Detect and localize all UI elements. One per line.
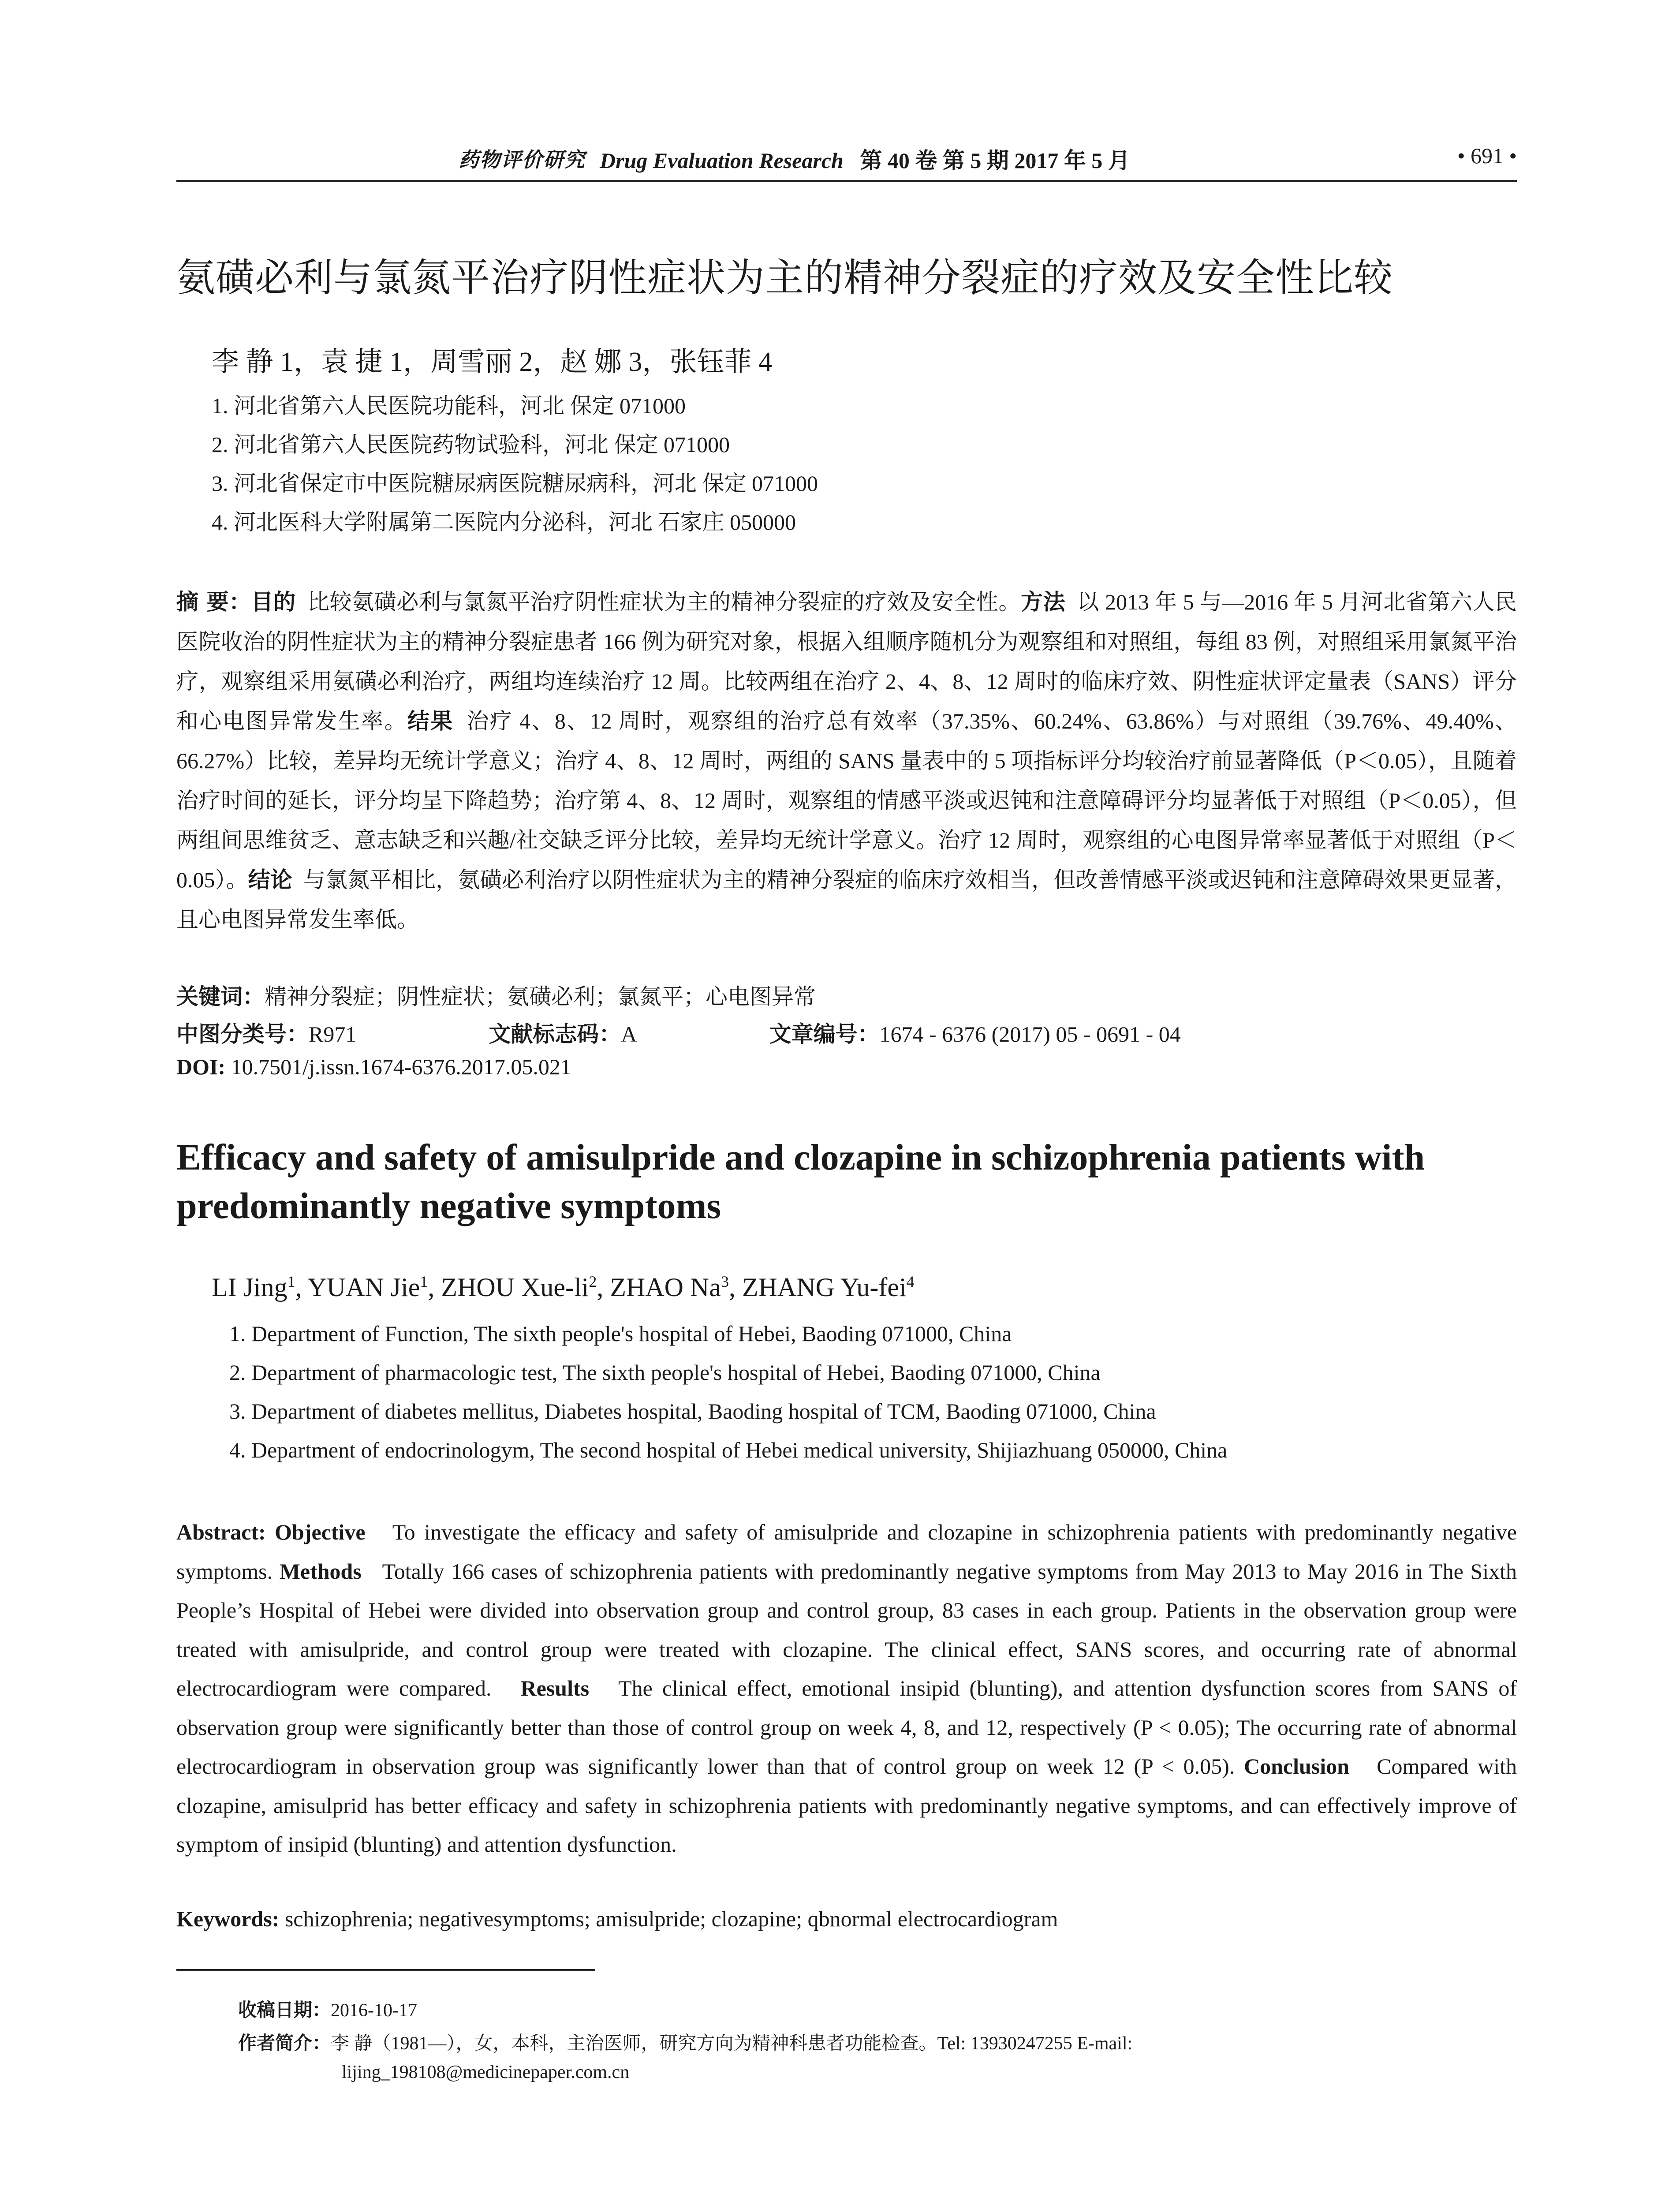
journal-logo: 药物评价研究 bbox=[459, 148, 586, 172]
keywords-text-en: schizophrenia; negativesymptoms; amisulpride; clozapine; qbnormal electrocardiogram bbox=[284, 1906, 1058, 1931]
chinese-affiliation: 1. 河北省第六人民医院功能科，河北 保定 071000 bbox=[212, 393, 686, 418]
abstract-label-cn: 摘 要： bbox=[176, 589, 251, 615]
doi-line bbox=[176, 1054, 571, 1080]
doi-label: DOI: bbox=[176, 1054, 226, 1079]
keywords-label-en: Keywords: bbox=[176, 1906, 280, 1931]
methods-label-en: Methods bbox=[279, 1558, 362, 1584]
clc-label: 中图分类号： bbox=[176, 1021, 309, 1047]
conclusion-label-cn: 结论 bbox=[248, 867, 292, 893]
objective-label-cn: 目的 bbox=[251, 589, 296, 615]
author-name: ZHANG Yu-fei bbox=[742, 1273, 907, 1302]
english-affiliation: 2. Department of pharmacologic test, The sixth people's hospital of Hebei, Baoding 071000, China bbox=[229, 1360, 1101, 1385]
doc-code-label: 文献标志码： bbox=[489, 1021, 621, 1047]
author-affiliation-index: 2 bbox=[589, 1273, 597, 1290]
author-affiliation-index: 4 bbox=[906, 1273, 915, 1290]
methods-text-en: Totally 166 cases of schizophrenia patients with predominantly negative symptoms from May 2013 to May 2016 in The Sixth People’s Hospital of Hebei were divided into observation group and control group, 83 cases in each group. Patients in the observation group were treated with amisulpride, and control group were treated with clozapine. The clinical effect, SANS scores, and occurring rate of abnormal electrocardiogram were compared. bbox=[176, 1558, 1517, 1700]
author-affiliation-index: 1 bbox=[420, 1273, 428, 1290]
objective-text-en: To investigate the efficacy and safety of amisulpride and clozapine in schizophrenia patients with predominantly negative symptoms. bbox=[176, 1520, 1517, 1584]
results-text-cn: 治疗 4、8、12 周时，观察组的治疗总有效率（37.35%、60.24%、63.86%）与对照组（39.76%、49.40%、66.27%）比较，差异均无统计学意义；治疗 4、8、12 周时，两组的 SANS 量表中的 5 项指标评分均较治疗前显著降低（P＜0.05），且随着治疗时间的延长，评分均呈下降趋势；治疗第 4、8、12 周时，观察组的情感平淡或迟钝和注意障碍评分均显著低于对照组（P＜0.05），但两组间思维贫乏、意志缺乏和兴趣/社交缺乏评分比较，差异均无统计学意义。治疗 12 周时，观察组的心电图异常率显著低于对照组（P＜0.05）。 bbox=[176, 709, 1517, 892]
author-bio bbox=[238, 2029, 1132, 2055]
methods-text-cn: 以 2013 年 5 与—2016 年 5 月河北省第六人民医院收治的阴性症状为主的精神分裂症患者 166 例为研究对象，根据入组顺序随机分为观察组和对照组，每组 83 例，对照组采用氯氮平治疗，观察组采用氨磺必利治疗，两组均连续治疗 12 周。比较两组在治疗 2、4、8、12 周时的临床疗效、阴性症状评定量表（SANS）评分和心电图异常发生率。 bbox=[176, 590, 1517, 733]
author-affiliation-index: 1 bbox=[287, 1273, 295, 1290]
received-date bbox=[238, 1996, 417, 2022]
conclusion-text-cn: 与氯氮平相比，氨磺必利治疗以阴性症状为主的精神分裂症的临床疗效相当，但改善情感平淡或迟钝和注意障碍效果更显著，且心电图异常发生率低。 bbox=[176, 867, 1517, 932]
keywords-label-cn: 关键词： bbox=[176, 984, 265, 1009]
chinese-abstract bbox=[176, 582, 1517, 939]
conclusion-label-en: Conclusion bbox=[1243, 1754, 1349, 1779]
chinese-affiliation: 2. 河北省第六人民医院药物试验科，河北 保定 071000 bbox=[212, 432, 730, 457]
chinese-title: 氨磺必利与氯氮平治疗阴性症状为主的精神分裂症的疗效及安全性比较 bbox=[176, 255, 1393, 300]
english-affiliation: 4. Department of endocrinologym, The second hospital of Hebei medical university, Shijiazhuang 050000, China bbox=[229, 1438, 1228, 1462]
author-name: ZHOU Xue-li bbox=[441, 1273, 589, 1302]
author-name: LI Jing bbox=[212, 1273, 287, 1302]
author-name: ZHAO Na bbox=[610, 1273, 721, 1302]
objective-text-cn: 比较氨磺必利与氯氮平治疗阴性症状为主的精神分裂症的疗效及安全性。 bbox=[307, 590, 1021, 614]
author-bio-text: 李 静（1981—），女，本科，主治医师，研究方向为精神科患者功能检查。Tel: 13930247255 E-mail: bbox=[331, 2033, 1133, 2054]
article-no-value: 1674 - 6376 (2017) 05 - 0691 - 04 bbox=[879, 1022, 1181, 1046]
chinese-authors: 李 静 1，袁 捷 1，周雪丽 2，赵 娜 3，张钰菲 4 bbox=[212, 347, 773, 377]
english-affiliation: 1. Department of Function, The sixth people's hospital of Hebei, Baoding 071000, China bbox=[229, 1321, 1012, 1346]
results-label-en: Results bbox=[520, 1676, 590, 1700]
english-title: Efficacy and safety of amisulpride and clozapine in schizophrenia patients with predominantly negative symptoms bbox=[176, 1137, 1425, 1226]
doi-value: 10.7501/j.issn.1674-6376.2017.05.021 bbox=[231, 1054, 571, 1079]
clc-value: R971 bbox=[309, 1022, 357, 1046]
article-no-label: 文章编号： bbox=[769, 1021, 880, 1047]
received-label: 收稿日期： bbox=[238, 1999, 331, 2021]
results-text-en: The clinical effect, emotional insipid (blunting), and attention dysfunction scores from SANS of observation group were significantly better than those of control group on week 4, 8, and 12, respectively (P < 0.05); The occurring rate of abnormal electrocardiogram in observation group was significantly lower than that of control group on week 12 (P < 0.05). bbox=[176, 1676, 1517, 1779]
running-header bbox=[176, 140, 1517, 182]
abstract-label-en: Abstract: bbox=[176, 1520, 266, 1544]
english-affiliation: 3. Department of diabetes mellitus, Diabetes hospital, Baoding hospital of TCM, Baoding 071000, China bbox=[229, 1399, 1156, 1424]
footnote-divider bbox=[176, 1969, 595, 1971]
classification-line bbox=[176, 1017, 1181, 1048]
doc-code-value: A bbox=[621, 1022, 637, 1046]
author-email[interactable]: lijing_198108@medicinepaper.com.cn bbox=[342, 2062, 630, 2082]
journal-name-en: Drug Evaluation Research bbox=[600, 148, 844, 173]
english-abstract bbox=[176, 1513, 1517, 1864]
author-bio-label: 作者简介： bbox=[238, 2032, 331, 2054]
received-value: 2016-10-17 bbox=[331, 2000, 417, 2021]
chinese-keywords bbox=[176, 979, 816, 1011]
issue-info: 第 40 卷 第 5 期 2017 年 5 月 bbox=[860, 148, 1130, 173]
english-keywords bbox=[176, 1906, 1058, 1932]
conclusion-text-en: Compared with clozapine, amisulprid has better efficacy and safety in schizophrenia patients with predominantly negative symptoms, and can effectively improve of symptom of insipid (blunting) and attention dysfunction. bbox=[176, 1754, 1517, 1857]
results-label-cn: 结果 bbox=[407, 708, 454, 734]
author-name: YUAN Jie bbox=[307, 1273, 420, 1302]
author-affiliation-index: 3 bbox=[721, 1273, 729, 1290]
english-authors: LI Jing$^1$, YUAN Jie$^1$, ZHOU Xue-$li^2$, ZHAO Na$^3$, ZHANG Yu-fei$^4$ bbox=[212, 1273, 915, 1302]
methods-label-cn: 方法 bbox=[1021, 589, 1066, 615]
page-number: • 691 • bbox=[1457, 143, 1517, 168]
keywords-text-cn: 精神分裂症；阴性症状；氨磺必利；氯氮平；心电图异常 bbox=[265, 984, 816, 1009]
objective-label-en: Objective bbox=[275, 1520, 366, 1544]
journal-citation bbox=[600, 143, 1130, 175]
chinese-affiliation: 4. 河北医科大学附属第二医院内分泌科，河北 石家庄 050000 bbox=[212, 510, 796, 534]
chinese-affiliation: 3. 河北省保定市中医院糖尿病医院糖尿病科，河北 保定 071000 bbox=[212, 471, 818, 496]
